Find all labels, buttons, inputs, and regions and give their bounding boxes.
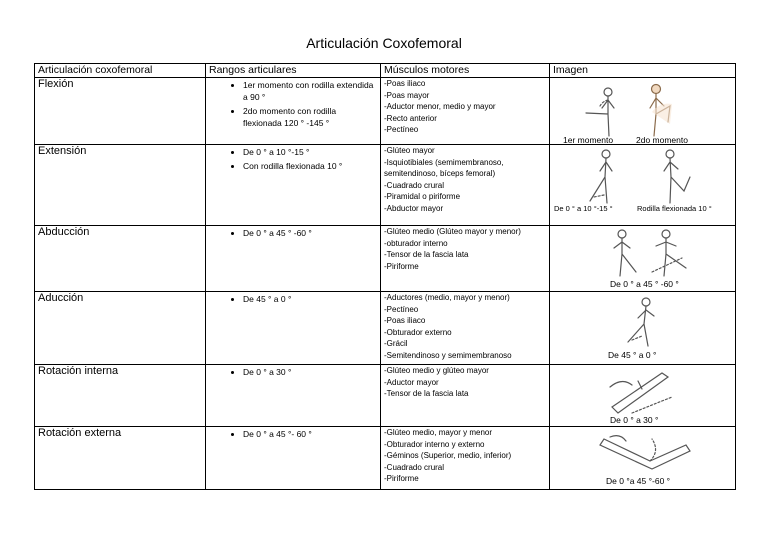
muscle-item: -Piriforme [384,261,419,271]
muscle-item: -Poas mayor [384,90,430,100]
movement-name: Flexión [35,78,206,145]
muscle-item: -Poas iliaco [384,79,426,88]
muscles-cell [381,427,550,490]
image-caption: De 0 °a 45 °-60 ° [606,476,671,486]
muscle-item: -Abductor mayor [384,203,444,213]
range-item: • De 0 ° a 30 ° [243,366,377,378]
muscle-item: -Glúteo medio y glúteo mayor [384,366,489,375]
ranges-cell [206,292,381,365]
muscle-item: -Poas iliaco [384,316,426,325]
muscles-cell [381,365,550,427]
table-row [35,145,736,226]
image-caption: 1er momento [563,135,614,145]
muscle-item: -Glúteo medio (Glúteo mayor y menor) [384,227,521,236]
image-caption: De 0 ° a 30 ° [610,415,659,425]
muscle-item: -Obturador externo [384,327,452,337]
image-cell [550,145,736,226]
header-muscles: Músculos motores [381,64,550,78]
muscle-item: -Cuadrado crural [384,180,445,190]
header-image: Imagen [550,64,736,78]
range-item: • De 0 ° a 45 °- 60 ° [243,428,377,440]
range-item: • 1er momento con rodilla extendida a 90 ° [243,79,377,103]
muscle-item: -Semitendinoso y semimembranoso [384,350,512,360]
muscle-item: -Glúteo medio, mayor y menor [384,428,493,437]
movement-name: Rotación externa [35,427,206,490]
range-item: • Con rodilla flexionada 10 ° [243,160,377,172]
ranges-cell [206,78,381,145]
image-cell [550,78,736,145]
flexion-extended-knee-figure [578,86,628,138]
muscles-cell [381,78,550,145]
muscle-item: -Pectíneo [384,304,419,314]
header-ranges: Rangos articulares [206,64,381,78]
muscle-item: -Aductor mayor [384,377,439,387]
articulation-table [34,63,736,490]
range-item: • De 45 ° a 0 ° [243,293,377,305]
table-row [35,427,736,490]
header-articulation: Articulación coxofemoral [35,64,206,78]
muscle-item: -Tensor de la fascia lata [384,250,469,259]
ranges-cell [206,145,381,226]
range-item: • 2do momento con rodilla flexionada 120 ° -145 ° [243,105,377,129]
movement-name: Aducción [35,292,206,365]
muscles-cell [381,226,550,292]
muscle-item: -Aductores (medio, mayor y menor) [384,293,510,302]
muscle-item: -Géminos (Superior, medio, inferior) [384,451,512,460]
abduction-figure [592,228,702,278]
muscle-item: -Obturador interno y externo [384,439,485,449]
table-header-row [35,64,736,78]
table-row [35,78,736,145]
external-rotation-figure [590,431,700,475]
image-caption: De 0 ° a 45 ° -60 ° [610,279,679,289]
table-row [35,292,736,365]
page-title: Articulación Coxofemoral [306,35,462,51]
extension-knee-flexed-figure [650,147,696,205]
adduction-figure [612,296,672,348]
image-caption: 2do momento [636,135,688,145]
range-item: • De 0 ° a 45 ° -60 ° [243,227,377,239]
muscle-item: -Cuadrado crural [384,462,445,472]
image-cell [550,365,736,427]
movement-name: Extensión [35,145,206,226]
muscle-item: -Glúteo mayor [384,146,435,155]
image-cell [550,427,736,490]
extension-figure [580,147,626,205]
flexion-bent-knee-figure [638,82,684,138]
table-row [35,226,736,292]
muscle-item: -Grácil [384,339,408,348]
image-caption: Rodilla flexionada 10 ° [637,204,712,213]
internal-rotation-figure [602,367,682,417]
muscles-cell [381,292,550,365]
muscles-cell [381,145,550,226]
ranges-cell [206,365,381,427]
muscle-item: -Piriforme [384,474,419,483]
muscle-item: -Tensor de la fascia lata [384,389,469,398]
muscle-item: -Isquiotibiales (semimembranoso, [384,157,504,167]
image-caption: De 45 ° a 0 ° [608,350,657,360]
image-caption: De 0 ° a 10 °-15 ° [554,204,613,213]
muscle-item: -Pectíneo [384,125,419,134]
movement-name: Rotación interna [35,365,206,427]
muscle-item: semitendinoso, bíceps femoral) [384,169,496,178]
muscle-item: -Piramidal o piriforme [384,192,461,201]
ranges-cell [206,226,381,292]
muscle-item: -Aductor menor, medio y mayor [384,102,496,111]
image-cell [550,226,736,292]
ranges-cell [206,427,381,490]
range-item: • De 0 ° a 10 °-15 ° [243,146,377,158]
muscle-item: -Recto anterior [384,113,437,123]
table-row [35,365,736,427]
muscle-item: -obturador interno [384,238,448,248]
movement-name: Abducción [35,226,206,292]
image-cell [550,292,736,365]
